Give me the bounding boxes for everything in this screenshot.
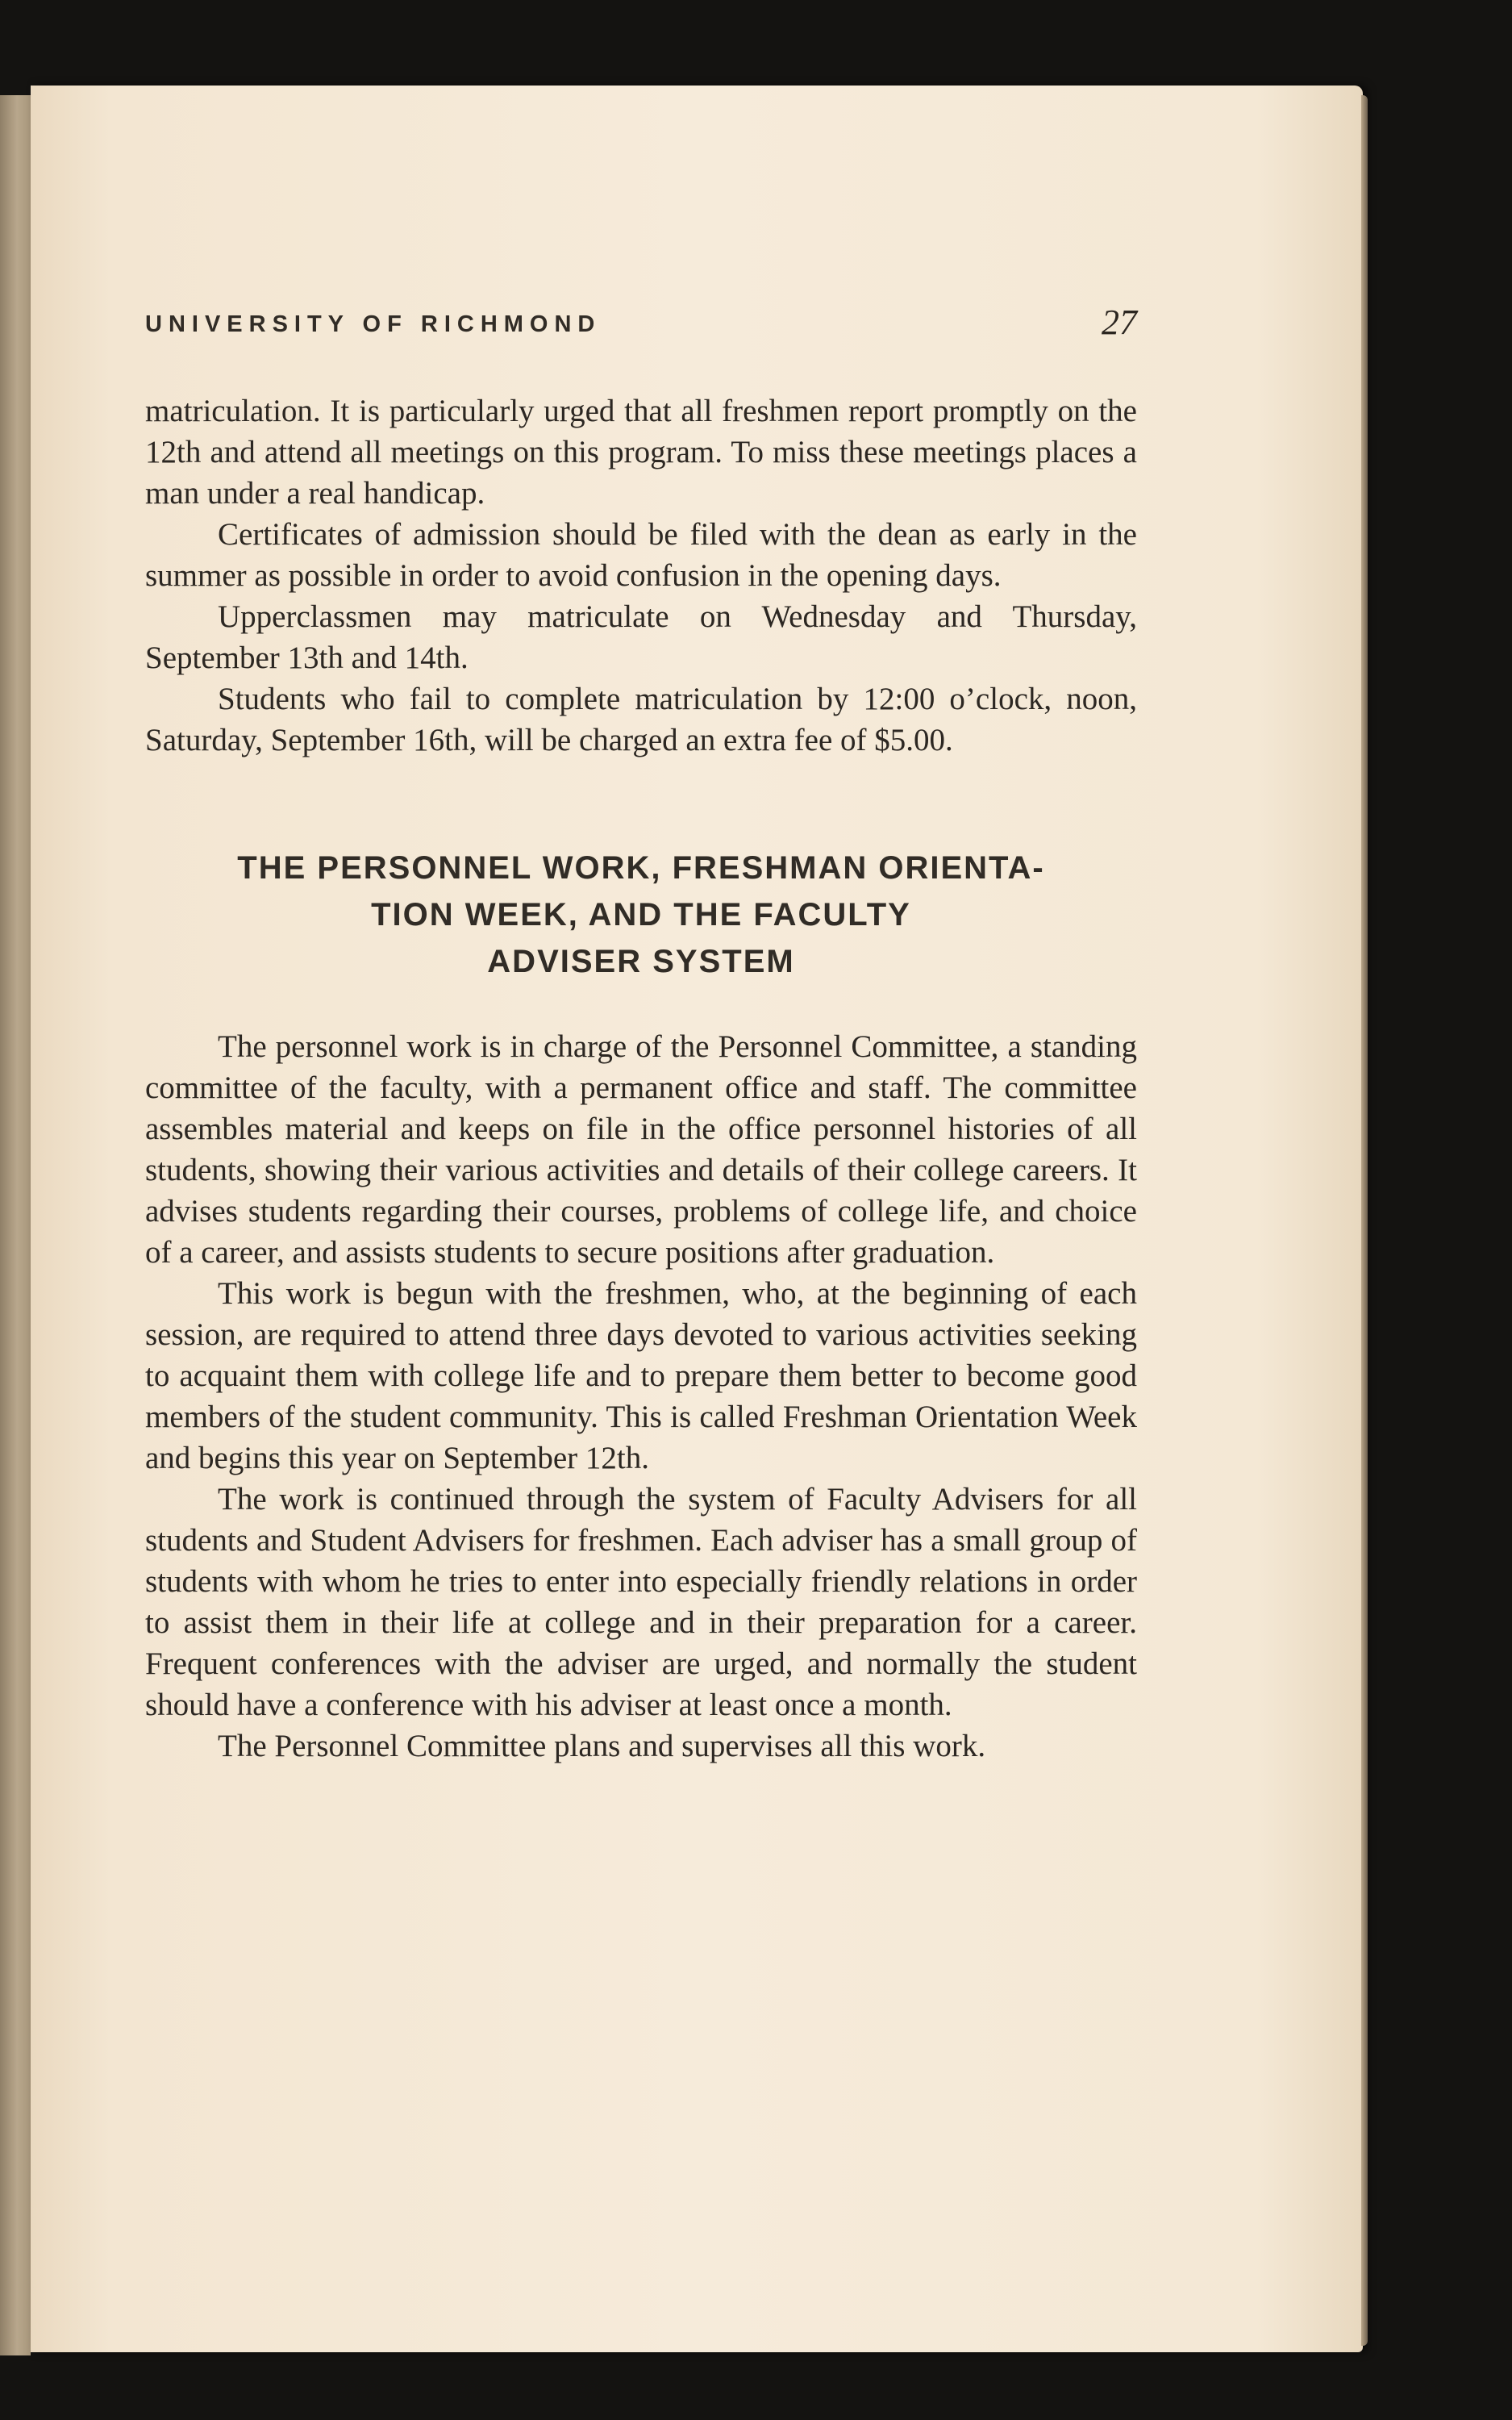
paragraph: Certificates of admission should be filed with the dean as early in the summer as possible in order to avoid confusion in the opening days.: [145, 517, 1137, 593]
paragraph: matriculation. It is particularly urged that all freshmen report promptly on the 12th and attend all meetings on this program. To miss these meetings places a man under a real handicap.: [145, 394, 1137, 511]
section-heading-line: THE PERSONNEL WORK, FRESHMAN ORIENTA-: [237, 850, 1045, 886]
section-heading-line: TION WEEK, AND THE FACULTY: [371, 897, 911, 933]
paragraph: The work is continued through the system of Faculty Advisers for all students and Student Advisers for freshmen. Each adviser has a small group of students with whom he tries to enter into especially friendly relations in order to assist them in their life at college and in their preparation for a career. Frequent conferences with the adviser are urged, and normally the student should have a conference with his adviser at least once a month.: [145, 1482, 1137, 1722]
page-edge-shadow: [1361, 95, 1368, 2346]
running-head: UNIVERSITY OF RICHMOND: [145, 311, 602, 337]
paragraph: This work is begun with the freshmen, who, at the beginning of each session, are required to attend three days devoted to various activities seeking to acquaint them with college life and to prepare them better to become good members of the student community. This is called Freshman Orientation Week and begins this year on September 12th.: [145, 1276, 1137, 1475]
page-content: [145, 390, 1137, 1767]
page-number: 27: [1102, 302, 1137, 342]
paragraph: The Personnel Committee plans and supervises all this work.: [218, 1729, 986, 1763]
adjacent-page-edge: [0, 95, 31, 2355]
section-heading-line: ADVISER SYSTEM: [487, 944, 795, 979]
paragraph: Upperclassmen may matriculate on Wednesday and Thursday, September 13th and 14th.: [145, 599, 1137, 675]
section-heading: [145, 845, 1137, 985]
paragraph: The personnel work is in charge of the Personnel Committee, a standing committee of the faculty, with a permanent office and staff. The committee assembles material and keeps on file in the office personnel histories of all students, showing their various activities and details of their college careers. It advises students regarding their courses, problems of college life, and choice of a career, and assists students to secure positions after graduation.: [145, 1029, 1137, 1270]
page-header: [145, 302, 1137, 347]
paragraph: Students who fail to complete matriculation by 12:00 o’clock, noon, Saturday, September 16th, will be charged an extra fee of $5.00.: [145, 682, 1137, 757]
